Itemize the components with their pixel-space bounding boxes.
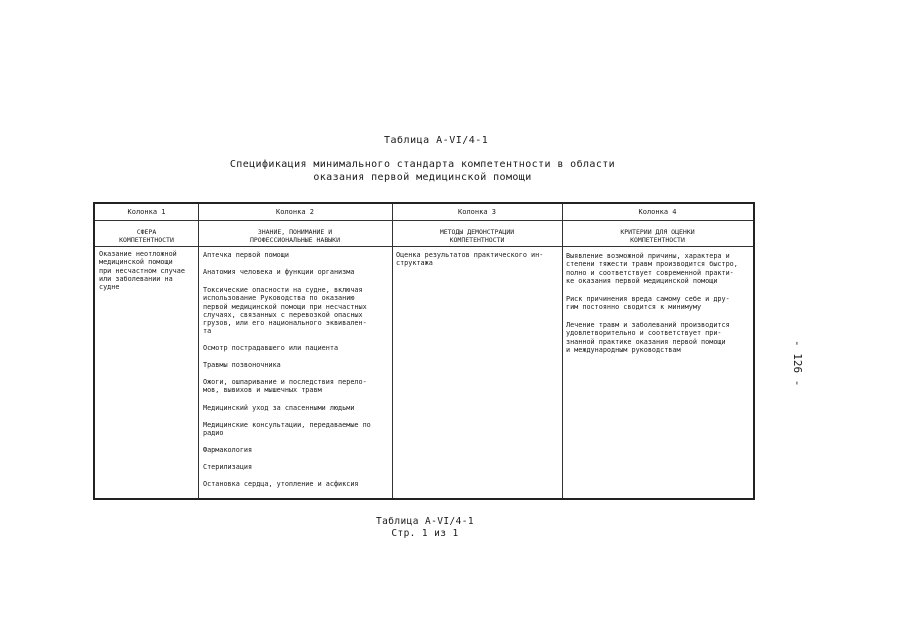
column-subheader-4: КРИТЕРИИ ДЛЯ ОЦЕНКИ КОМПЕТЕНТНОСТИ <box>620 228 695 244</box>
table-title: Таблица A-VI/4-1 <box>384 135 489 146</box>
knowledge-item: Анатомия человека и функции организма <box>203 268 355 276</box>
footer-page-info: Стр. 1 из 1 <box>391 528 459 539</box>
column-label-3: Колонка 3 <box>458 208 496 216</box>
knowledge-item: Ожоги, ошпаривание и последствия перело- мов, вывихов и мышечных травм <box>203 378 367 395</box>
knowledge-item: Медицинский уход за спасенными людьми <box>203 404 355 412</box>
column-subheader-1: СФЕРА КОМПЕТЕНТНОСТИ <box>119 228 174 244</box>
column-subheader-3: МЕТОДЫ ДЕМОНСТРАЦИИ КОМПЕТЕНТНОСТИ <box>439 228 515 244</box>
knowledge-item: Травмы позвоночника <box>203 361 281 369</box>
evaluation-criterion: Выявление возможной причины, характера и степени тяжести травм производится быстро, полно и соответствует современной практи- ке оказания первой медицинской помощи <box>566 252 738 285</box>
spec-title-line2: оказания первой медицинской помощи <box>313 172 532 183</box>
knowledge-item: Фармакология <box>203 446 253 454</box>
column-label-4: Колонка 4 <box>638 208 677 216</box>
column-subheader-2: ЗНАНИЕ, ПОНИМАНИЕ И ПРОФЕССИОНАЛЬНЫЕ НАВЫКИ <box>249 228 340 244</box>
column-label-1: Колонка 1 <box>127 208 166 216</box>
row-divider <box>95 220 753 221</box>
spec-title-line1: Спецификация минимального стандарта компетентности в области <box>229 159 616 170</box>
knowledge-item: Стерилизация <box>203 463 253 471</box>
knowledge-item: Аптечка первой помощи <box>203 251 289 259</box>
page-number: - 126 - <box>791 340 804 387</box>
knowledge-item: Медицинские консультации, передаваемые по радио <box>203 421 371 438</box>
knowledge-item: Осмотр пострадавшего или пациента <box>203 344 339 352</box>
footer-table-label: Таблица A-VI/4-1 <box>376 516 474 527</box>
competence-area-text: Оказание неотложной медицинской помощи при несчастном случае или заболевании на судне <box>99 250 185 292</box>
column-divider <box>562 204 563 498</box>
row-divider <box>95 246 753 247</box>
column-label-2: Колонка 2 <box>276 208 314 216</box>
evaluation-criterion: Лечение травм и заболеваний производится удовлетворительно и соответствует при- знанной практике оказания первой помощи и международным руководствам <box>566 321 730 354</box>
knowledge-item: Токсические опасности на судне, включая использование Руководства по оказанию первой медицинской помощи при несчастных случаях, связанных с перевозкой опасных грузов, или его национального эквивален- та <box>203 286 367 336</box>
column-divider <box>198 204 199 498</box>
demonstration-method-text: Оценка результатов практического ин- структажа <box>396 251 544 268</box>
knowledge-item: Остановка сердца, утопление и асфиксия <box>203 480 359 488</box>
evaluation-criterion: Риск причинения вреда самому себе и дру- гим постоянно сводится к минимуму <box>566 295 730 312</box>
competence-table <box>93 202 755 500</box>
column-divider <box>392 204 393 498</box>
